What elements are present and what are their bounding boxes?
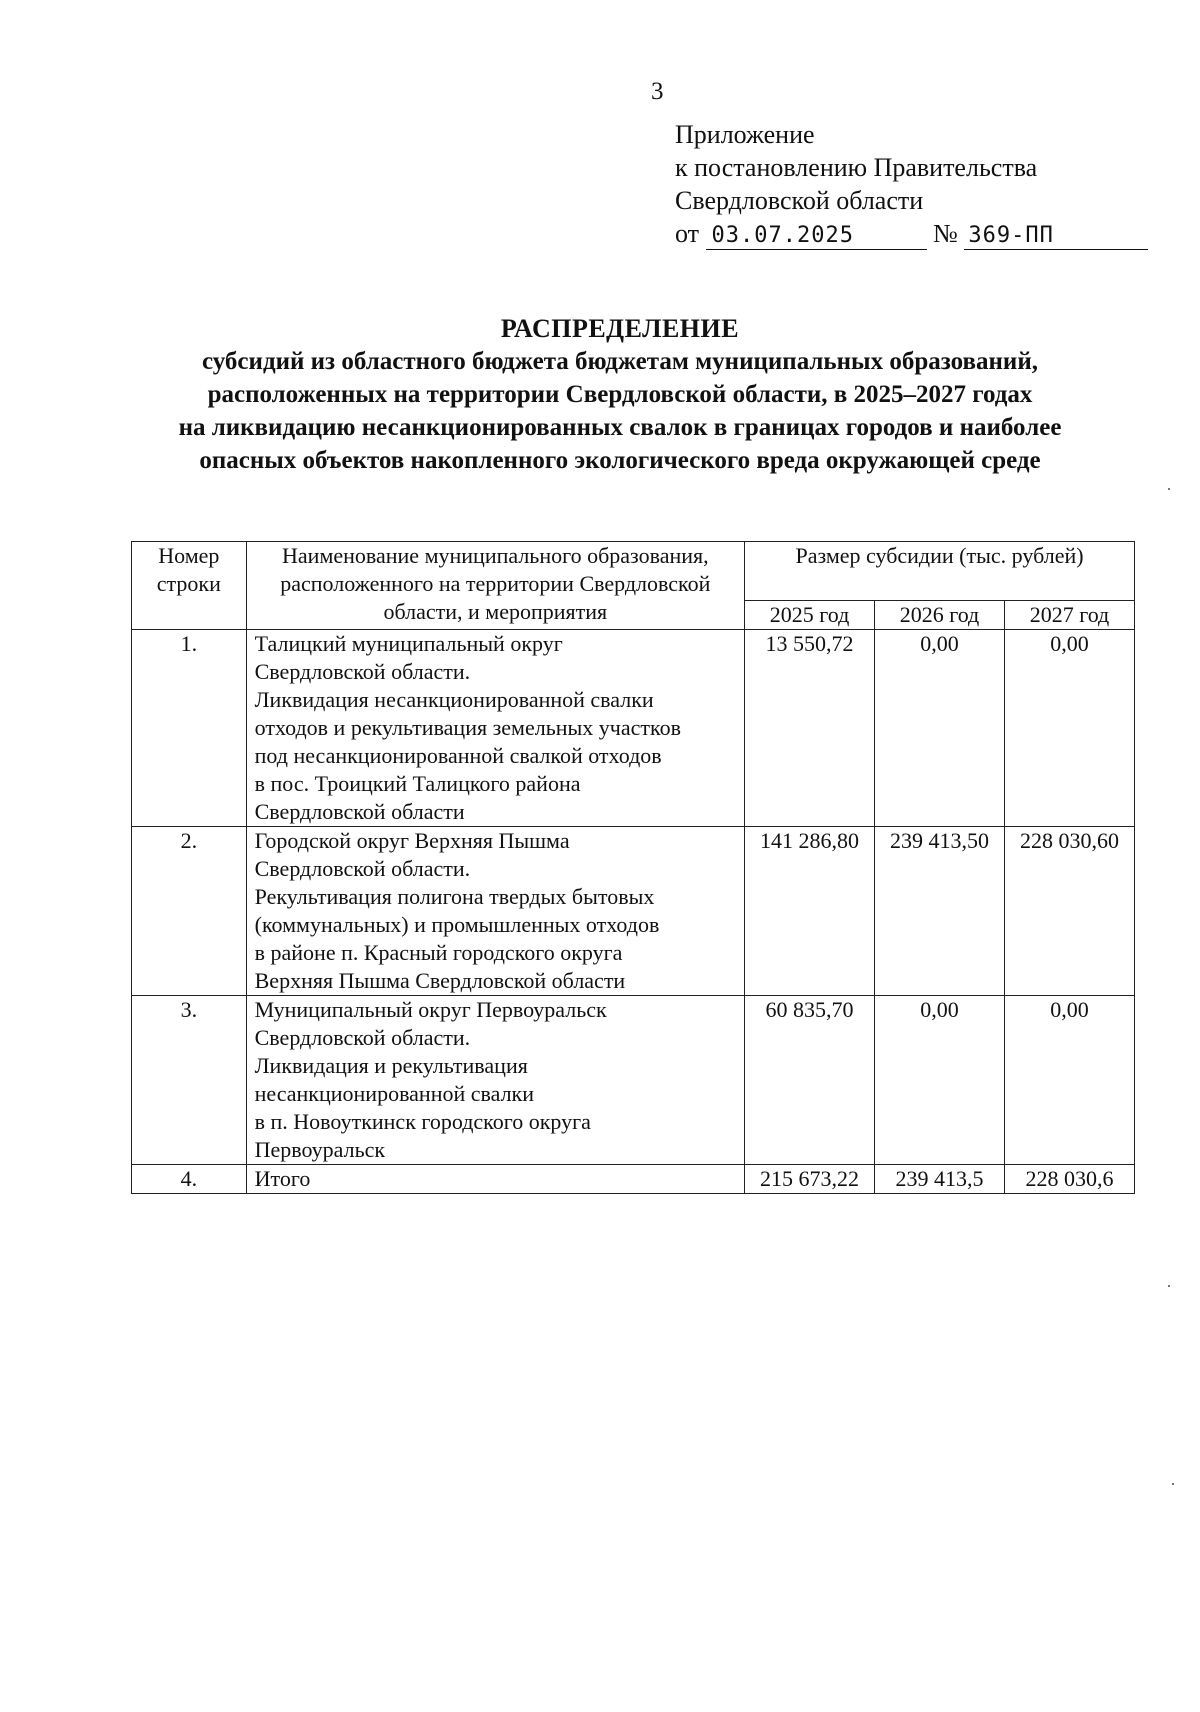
- row-name-line: Городской округ Верхняя Пышма: [254, 828, 570, 853]
- row-name-line: Рекультивация полигона твердых бытовых: [254, 884, 655, 909]
- row-name-line: Муниципальный округ Первоуральск: [254, 997, 607, 1022]
- row-name-line: отходов и рекультивация земельных участков: [254, 715, 681, 740]
- row-name-line: Ликвидация и рекультивация: [254, 1053, 528, 1078]
- row-name-line: несанкционированной свалки: [254, 1081, 535, 1106]
- amount-2027: 0,00: [1004, 996, 1134, 1165]
- table-row-total: [132, 1165, 1135, 1194]
- appendix-line: Приложение: [675, 120, 815, 149]
- row-number: 3.: [132, 996, 247, 1165]
- row-name-line: Ликвидация несанкционированной свалки: [254, 687, 654, 712]
- row-number: 2.: [132, 827, 247, 996]
- amount-2027: 0,00: [1004, 630, 1134, 827]
- row-name-line: под несанкционированной свалкой отходов: [254, 743, 662, 768]
- scan-speck: [1168, 488, 1170, 490]
- header-subsidy-size: Размер субсидии (тыс. рублей): [745, 542, 1135, 601]
- table-row: [132, 996, 1135, 1165]
- row-name-line: в п. Новоуткинск городского округа: [254, 1109, 591, 1134]
- appendix-date-row: [675, 217, 1148, 250]
- title-line: опасных объектов накопленного экологического вреда окружающей среде: [199, 447, 1041, 474]
- decree-number: 369-ПП: [964, 223, 1148, 250]
- row-name: [246, 630, 744, 827]
- row-name-line: Свердловской области.: [254, 659, 471, 684]
- row-name: [246, 827, 744, 996]
- row-name-line: в пос. Троицкий Талицкого района: [254, 771, 581, 796]
- scan-speck: [1168, 1285, 1170, 1287]
- decree-date: 03.07.2025: [706, 223, 927, 250]
- appendix-line: Свердловской области: [675, 186, 924, 215]
- header-year-2027: 2027 год: [1004, 601, 1134, 630]
- row-name-line: Свердловской области.: [254, 1025, 471, 1050]
- row-name-line: (коммунальных) и промышленных отходов: [254, 912, 660, 937]
- total-2026: 239 413,5: [875, 1165, 1005, 1194]
- row-name: [246, 996, 744, 1165]
- row-name-line: Итого: [254, 1166, 311, 1191]
- amount-2026: 239 413,50: [875, 827, 1005, 996]
- table-row: [132, 827, 1135, 996]
- row-name: [246, 1165, 744, 1194]
- row-name-line: Первоуральск: [254, 1137, 386, 1162]
- row-number: 4.: [132, 1165, 247, 1194]
- subsidy-table: [131, 541, 1135, 1194]
- row-name-line: Свердловской области.: [254, 856, 471, 881]
- table-row: [132, 630, 1135, 827]
- amount-2025: 60 835,70: [745, 996, 875, 1165]
- date-prefix: от: [675, 219, 700, 248]
- row-name-line: в районе п. Красный городского округа: [254, 940, 623, 965]
- amount-2025: 141 286,80: [745, 827, 875, 996]
- header-year-2025: 2025 год: [745, 601, 875, 630]
- header-name: Наименование муниципального образования, расположенного на территории Свердловской области, и мероприятия: [246, 542, 744, 630]
- title-line: на ликвидацию несанкционированных свалок в границах городов и наиболее: [178, 414, 1062, 441]
- row-name-line: Талицкий муниципальный округ: [254, 631, 563, 656]
- title-line: расположенных на территории Свердловской области, в 2025–2027 годах: [207, 381, 1033, 408]
- header-year-2026: 2026 год: [875, 601, 1005, 630]
- title-line: субсидий из областного бюджета бюджетам муниципальных образований,: [202, 348, 1038, 375]
- number-prefix: №: [933, 219, 958, 248]
- total-2025: 215 673,22: [745, 1165, 875, 1194]
- amount-2026: 0,00: [875, 630, 1005, 827]
- amount-2025: 13 550,72: [745, 630, 875, 827]
- document-title: [80, 312, 1160, 477]
- appendix-block: [675, 118, 1148, 250]
- total-2027: 228 030,6: [1004, 1165, 1134, 1194]
- appendix-line: к постановлению Правительства: [675, 153, 1038, 182]
- row-name-line: Свердловской области: [254, 799, 465, 824]
- header-row-number: Номер строки: [132, 542, 247, 630]
- scan-speck: [1172, 1483, 1174, 1485]
- title-main: РАСПРЕДЕЛЕНИЕ: [500, 314, 740, 343]
- row-number: 1.: [132, 630, 247, 827]
- row-name-line: Верхняя Пышма Свердловской области: [254, 968, 626, 993]
- amount-2026: 0,00: [875, 996, 1005, 1165]
- page-number: 3: [651, 78, 664, 105]
- amount-2027: 228 030,60: [1004, 827, 1134, 996]
